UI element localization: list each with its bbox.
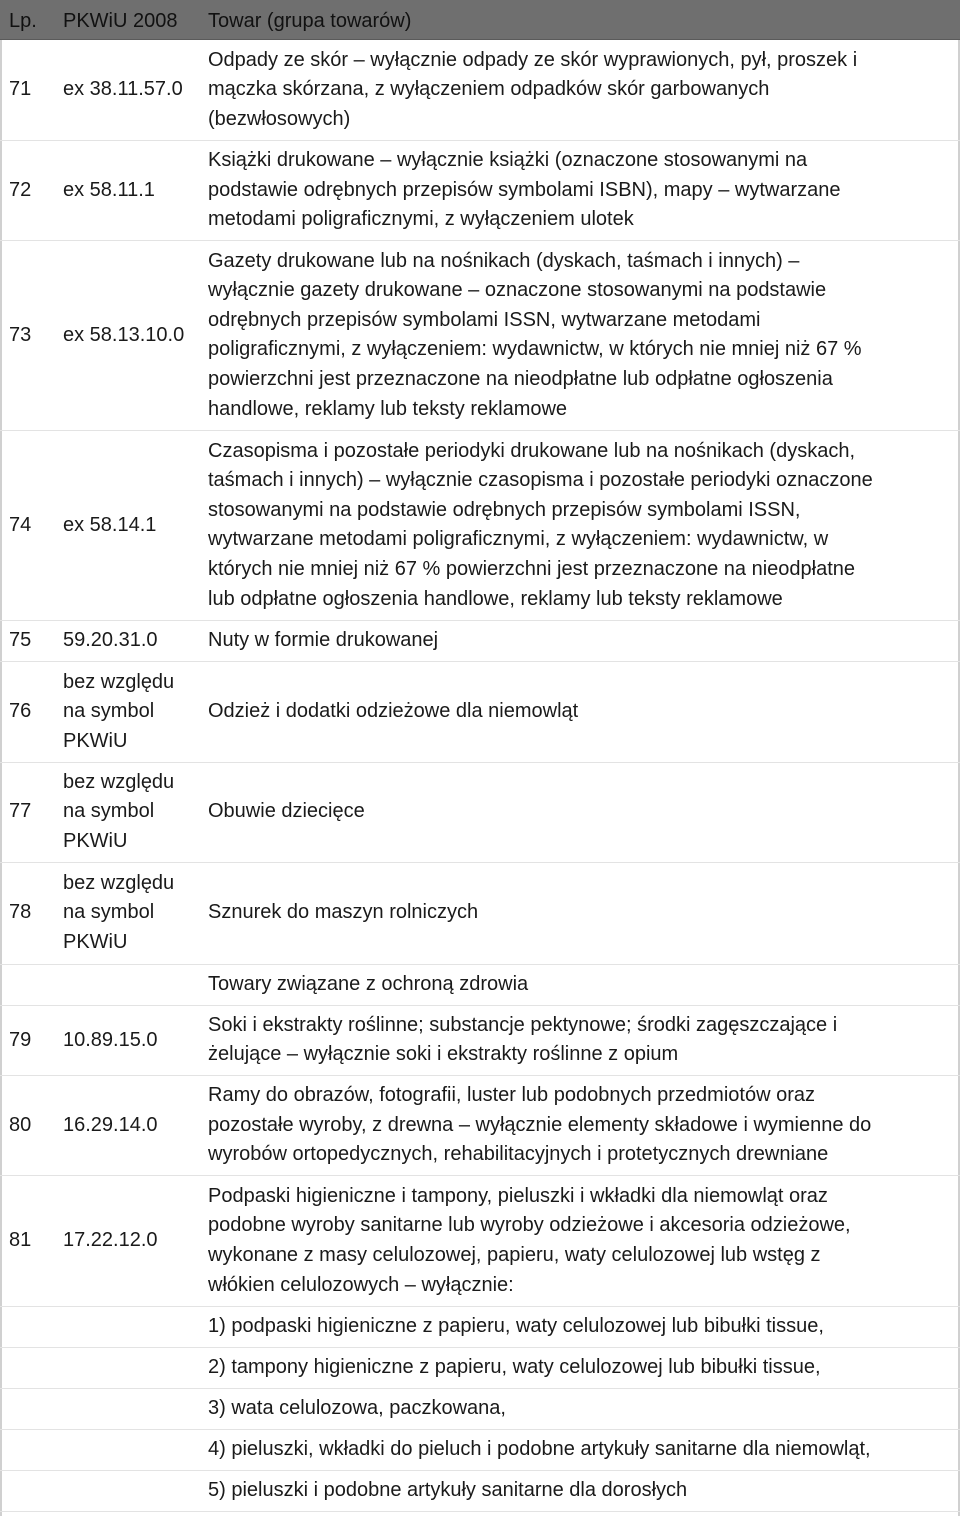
table-row xyxy=(0,1176,960,1307)
row-description: 3) wata celulozowa, paczkowana, xyxy=(208,1397,506,1420)
row-pkwiu-code: bez względu na symbol PKWiU xyxy=(63,871,175,953)
table-row xyxy=(0,621,960,662)
row-lp: 76 xyxy=(9,700,32,723)
table-row xyxy=(0,1307,960,1348)
header-lp: Lp. xyxy=(9,10,37,32)
row-pkwiu-code: bez względu na symbol PKWiU xyxy=(63,670,175,752)
header-goods: Towar (grupa towarów) xyxy=(208,10,412,32)
row-lp: 72 xyxy=(9,178,32,201)
row-description: Nuty w formie drukowanej xyxy=(208,629,439,652)
row-lp: 73 xyxy=(9,323,32,346)
row-lp: 71 xyxy=(9,78,32,101)
row-description: Odpady ze skór – wyłącznie odpady ze skór wyprawionych, pył, proszek i mączka skórzana, z wyłączeniem odpadków skór garbowanych (bezwłosowych) xyxy=(208,48,858,130)
table-row xyxy=(0,762,960,863)
row-description: 4) pieluszki, wkładki do pieluch i podobne artykuły sanitarne dla niemowląt, xyxy=(208,1438,871,1461)
row-pkwiu-code: ex 58.11.1 xyxy=(63,178,155,201)
row-pkwiu-code: 17.22.12.0 xyxy=(63,1229,158,1252)
row-description: Ramy do obrazów, fotografii, luster lub podobnych przedmiotów oraz pozostałe wyroby, z drewna – wyłącznie elementy składowe i wymienne do wyrobów ortopedycznych, rehabilitacyjnych i protetycznych drewniane xyxy=(208,1084,872,1166)
table-row xyxy=(0,1006,960,1076)
row-description: Towary związane z ochroną zdrowia xyxy=(208,973,529,996)
table-row xyxy=(0,1076,960,1176)
row-lp: 80 xyxy=(9,1113,32,1136)
table-row xyxy=(0,965,960,1006)
row-description: 2) tampony higieniczne z papieru, waty celulozowej lub bibułki tissue, xyxy=(208,1356,821,1379)
table-row xyxy=(0,241,960,431)
row-description: Odzież i dodatki odzieżowe dla niemowląt xyxy=(208,700,579,723)
row-pkwiu-code: 59.20.31.0 xyxy=(63,629,158,652)
row-lp: 74 xyxy=(9,513,32,536)
row-description: Książki drukowane – wyłącznie książki (oznaczone stosowanymi na podstawie odrębnych przepisów symbolami ISBN), mapy – wytwarzane metodami poligraficznymi, z wyłączeniem ulotek xyxy=(208,149,841,231)
table-row xyxy=(0,1389,960,1430)
row-pkwiu-code: 16.29.14.0 xyxy=(63,1113,158,1136)
row-lp: 78 xyxy=(9,901,32,924)
table-row xyxy=(0,431,960,621)
table-row xyxy=(0,1471,960,1512)
row-description: Gazety drukowane lub na nośnikach (dyskach, taśmach i innych) – wyłącznie gazety drukowane – oznaczone stosowanymi na podstawie odrębnych przepisów symbolami ISSN, wytwarzane metodami poligraficznymi, z wyłączeniem: wydawnictw, w których nie mniej niż 67 % powierzchni jest przeznaczone na nieodpłatne lub odpłatne ogłoszenia handlowe, reklamy lub teksty reklamowe xyxy=(208,249,862,420)
header-pkwiu: PKWiU 2008 xyxy=(63,10,178,32)
table-header xyxy=(0,0,960,40)
row-pkwiu-code: ex 38.11.57.0 xyxy=(63,78,183,101)
row-lp: 81 xyxy=(9,1229,32,1252)
row-description: Podpaski higieniczne i tampony, pieluszki i wkładki dla niemowląt oraz podobne wyroby sanitarne lub wyroby odzieżowe i akcesoria odzieżowe, wykonane z masy celulozowej, papieru, waty celulozowej lub wstęg z włókien celulozowych – wyłącznie: xyxy=(208,1184,851,1296)
row-lp: 79 xyxy=(9,1028,32,1051)
table-row xyxy=(0,1430,960,1471)
row-description: Czasopisma i pozostałe periodyki drukowane lub na nośnikach (dyskach, taśmach i innych) – wyłącznie czasopisma i pozostałe periodyki oznaczone stosowanymi na podstawie odrębnych przepisów symbolami ISSN, wytwarzane metodami poligraficznymi, z wyłączeniem: wydawnictw, w których nie mniej niż 67 % powierzchni jest przeznaczone na nieodpłatne lub odpłatne ogłoszenia handlowe, reklamy lub teksty reklamowe xyxy=(208,439,873,610)
table-row xyxy=(0,141,960,241)
row-pkwiu-code: bez względu na symbol PKWiU xyxy=(63,770,175,852)
row-pkwiu-code: ex 58.14.1 xyxy=(63,513,157,536)
table-row xyxy=(0,662,960,763)
row-description: Soki i ekstrakty roślinne; substancje pektynowe; środki zagęszczające i żelujące – wyłącznie soki i ekstrakty roślinne z opium xyxy=(208,1013,838,1066)
row-description: 5) pieluszki i podobne artykuły sanitarne dla dorosłych xyxy=(208,1479,688,1502)
row-lp: 75 xyxy=(9,629,32,652)
row-description: 1) podpaski higieniczne z papieru, waty celulozowej lub bibułki tissue, xyxy=(208,1315,824,1338)
row-description: Sznurek do maszyn rolniczych xyxy=(208,901,479,924)
table-row xyxy=(0,40,960,141)
table-row xyxy=(0,1348,960,1389)
row-pkwiu-code: 10.89.15.0 xyxy=(63,1028,158,1051)
row-pkwiu-code: ex 58.13.10.0 xyxy=(63,323,185,346)
row-lp: 77 xyxy=(9,800,32,823)
table-row xyxy=(0,862,960,965)
row-description: Obuwie dziecięce xyxy=(208,800,365,823)
